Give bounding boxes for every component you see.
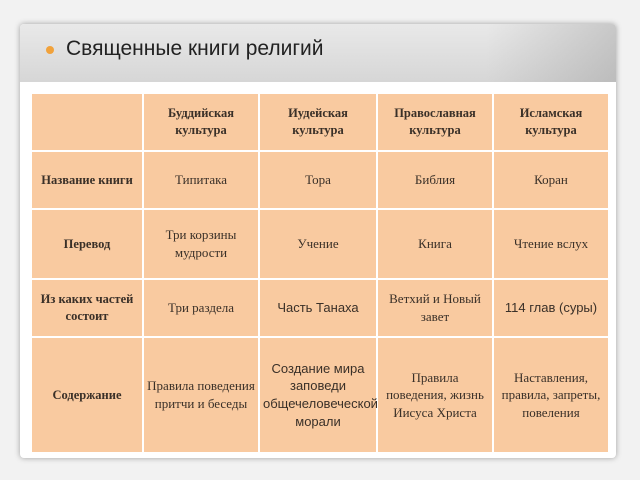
table-cell: Правила поведения, жизнь Иисуса Христа xyxy=(377,337,493,453)
column-header-judaic: Иудейская культура xyxy=(259,93,377,151)
column-header-buddhist: Буддийская культура xyxy=(143,93,259,151)
table-row xyxy=(31,337,609,453)
row-header: Содержание xyxy=(31,337,143,453)
slide-title: Священные книги религий xyxy=(66,37,324,60)
religions-table xyxy=(30,92,610,454)
row-header: Из каких частей состоит xyxy=(31,279,143,337)
table-cell: Чтение вслух xyxy=(493,209,609,279)
table-cell: Правила поведения притчи и беседы xyxy=(143,337,259,453)
table-cell: Типитака xyxy=(143,151,259,209)
table-cell: Книга xyxy=(377,209,493,279)
column-header-islamic: Исламская культура xyxy=(493,93,609,151)
table-cell: Учение xyxy=(259,209,377,279)
table-row xyxy=(31,279,609,337)
corner-cell xyxy=(31,93,143,151)
table-row xyxy=(31,151,609,209)
table-row xyxy=(31,209,609,279)
table-header-row xyxy=(31,93,609,151)
table-cell: Ветхий и Новый завет xyxy=(377,279,493,337)
table-cell: Коран xyxy=(493,151,609,209)
title-bar xyxy=(20,24,616,82)
row-header: Название книги xyxy=(31,151,143,209)
bullet-icon xyxy=(46,46,54,54)
row-header: Перевод xyxy=(31,209,143,279)
table-cell: 114 глав (суры) xyxy=(493,279,609,337)
table-cell: Тора xyxy=(259,151,377,209)
table-cell: Часть Танаха xyxy=(259,279,377,337)
table-cell: Создание мира заповеди общечеловеческой морали xyxy=(259,337,377,453)
table-cell: Наставления, правила, запреты, повеления xyxy=(493,337,609,453)
table-cell: Три раздела xyxy=(143,279,259,337)
table-cell: Библия xyxy=(377,151,493,209)
table-cell: Три корзины мудрости xyxy=(143,209,259,279)
column-header-orthodox: Православная культура xyxy=(377,93,493,151)
